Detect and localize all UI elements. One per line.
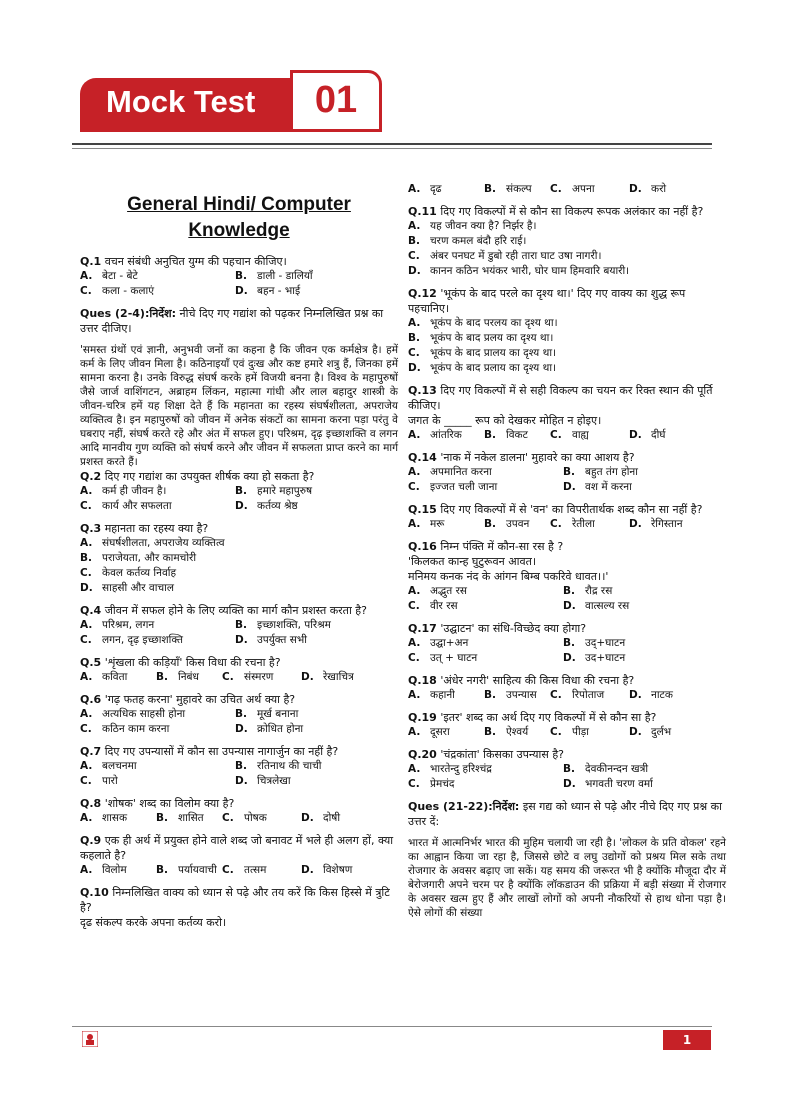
option-letter: B.: [484, 429, 496, 441]
option-letter: A.: [408, 317, 421, 329]
option-text: भूकंप के बाद प्रालय का दृश्य था।: [430, 347, 557, 359]
directions-2-4: [80, 306, 398, 336]
header-rule-thin: [72, 148, 712, 149]
test-number-box: [290, 70, 382, 132]
option-text: रौद्र रस: [585, 585, 613, 597]
option-letter: B.: [484, 726, 496, 738]
option-letter: D.: [301, 812, 314, 824]
option-letter: D.: [629, 726, 642, 738]
option-text: लगन, दृढ़ इच्छाशक्ति: [102, 634, 183, 646]
option-letter: C.: [408, 600, 420, 612]
question-4: [80, 603, 398, 648]
option-text: अपमानित करना: [430, 466, 492, 478]
option-letter: D.: [235, 500, 248, 512]
option-text: वाह्य: [572, 429, 589, 441]
option-text: आंतरिक: [430, 429, 462, 441]
option-text: चित्रलेखा: [257, 775, 291, 787]
directions-text: नीचे दिए गए गद्यांश को पढ़कर निम्नलिखित प्रश्न का उत्तर दीजिए।: [80, 307, 384, 335]
question-number: Q.10: [80, 886, 109, 899]
question-number: Q.18: [408, 674, 437, 687]
option-letter: D.: [235, 775, 248, 787]
option-letter: B.: [235, 708, 247, 720]
question-2: [80, 469, 398, 514]
option-letter: D.: [80, 582, 93, 594]
option-text: उपर्युक्त सभी: [257, 634, 307, 646]
option-text: दुर्लभ: [651, 726, 672, 738]
option-text: चरण कमल बंदौ हरि राई।: [430, 235, 527, 247]
question-number: Q.20: [408, 748, 437, 761]
question-text: एक ही अर्थ में प्रयुक्त होने वाले शब्द जो बनावट में भले ही अलग हों, क्या कहलाते है?: [80, 834, 394, 862]
option-letter: C.: [408, 250, 420, 262]
question-9: [80, 833, 398, 878]
option-letter: A.: [408, 220, 421, 232]
option-letter: B.: [408, 235, 420, 247]
question-number: Q.9: [80, 834, 102, 847]
option-text: उद्+घाटन: [585, 637, 626, 649]
question-text: वचन संबंधी अनुचित युग्म की पहचान कीजिए।: [104, 255, 287, 268]
option-text: क्रोधित होना: [257, 723, 304, 735]
directions-label: Ques (2-4):निर्देश:: [80, 307, 177, 320]
option-text: रेखाचित्र: [323, 671, 354, 683]
option-text: केवल कर्तव्य निर्वाह: [102, 567, 177, 579]
question-number: Q.5: [80, 656, 102, 669]
option-text: करो: [651, 183, 667, 195]
option-letter: D.: [301, 864, 314, 876]
option-letter: B.: [80, 552, 92, 564]
passage-1: 'समस्त ग्रंथों एवं ज्ञानी, अनुभवी जनों का कहना है कि जीवन एक कर्मक्षेत्र है। हमें कर्म के लिए जीवन मिला है। कठिनाइयाँ एवं दुःख और कष्ट हमारे शत्रु हैं, जिनका हमें सामना करना है। उनके विरुद्ध संघर्ष करके हमें विजयी बनना है। विश्व के महापुरुषों जैसे जार्ज वाशिंगटन, अब्राहम लिंकन, महात्मा गांधी और लाल बहादुर शास्त्री के जीवन-चरित्र हमें यह शिक्षा देते हैं कि महानता का रहस्य संघर्षशीलता, अपराजेय व्यक्तित्व है। इन महापुरुषों को जीवन में अनेक संकटों का सामना करना पड़ा परंतु वे घबराए नहीं, संघर्ष करते रहे और अंत में सफल हुए। परिश्रम, दृढ़ इच्छाशक्ति व लगन आदि मानवीय गुण व्यक्ति को संघर्ष करने और जीवन में सफलता प्राप्त करने का मार्ग प्रशस्त करते हैं।: [80, 344, 398, 468]
option-text: नाटक: [651, 689, 673, 701]
option-letter: B.: [408, 332, 420, 344]
question-number: Q.16: [408, 540, 437, 553]
page-number: 1: [663, 1030, 711, 1050]
option-text: देवकीनन्दन खत्री: [585, 763, 649, 775]
option-text: शासक: [102, 812, 128, 824]
option-text: यह जीवन क्या है? निर्झर है।: [430, 220, 537, 232]
question-1: [80, 254, 398, 299]
option-text: भूकंप के बाद परलय का दृश्य था।: [430, 317, 558, 329]
option-letter: C.: [222, 812, 234, 824]
option-letter: B.: [484, 183, 496, 195]
option-letter: A.: [80, 270, 93, 282]
option-letter: C.: [408, 652, 420, 664]
option-text: अत्यधिक साहसी होना: [102, 708, 186, 720]
option-text: कर्तव्य श्रेष्ठ: [257, 500, 298, 512]
option-letter: A.: [80, 812, 93, 824]
option-text: संकल्प: [506, 183, 532, 195]
question-number: Q.15: [408, 503, 437, 516]
option-text: रिपोताज: [572, 689, 605, 701]
question-3: [80, 521, 398, 596]
option-text: पराजेयता, और कामचोरी: [102, 552, 197, 564]
option-letter: D.: [629, 689, 642, 701]
option-text: बेटा - बेटे: [102, 270, 138, 282]
directions-text: इस गद्य को ध्यान से पढ़े और नीचे दिए गए प्रश्न का उत्तर दें:: [408, 800, 722, 828]
option-text: विशेषण: [323, 864, 353, 876]
option-letter: D.: [629, 518, 642, 530]
option-text: दूसरा: [430, 726, 450, 738]
option-letter: A.: [408, 689, 421, 701]
option-letter: D.: [301, 671, 314, 683]
option-letter: A.: [80, 864, 93, 876]
option-text: डाली - डालियाँ: [257, 270, 313, 282]
option-letter: C.: [408, 481, 420, 493]
question-text: 'गढ़ फतह करना' मुहावरे का उचित अर्थ क्या है?: [104, 693, 296, 706]
test-number: 01: [314, 79, 358, 121]
option-text: ऐश्वर्य: [506, 726, 529, 738]
option-text: संघर्षशीलता, अपराजेय व्यक्तित्व: [102, 537, 225, 549]
question-7: [80, 744, 398, 789]
option-text: साहसी और वाचाल: [102, 582, 174, 594]
option-letter: C.: [80, 634, 92, 646]
option-letter: B.: [563, 763, 575, 775]
option-text: कला - कलाएं: [102, 285, 155, 297]
option-letter: B.: [563, 585, 575, 597]
option-letter: D.: [563, 652, 576, 664]
option-letter: A.: [80, 537, 93, 549]
option-letter: C.: [550, 429, 562, 441]
option-letter: B.: [156, 671, 168, 683]
option-letter: D.: [629, 183, 642, 195]
option-text: अद्भुत रस: [430, 585, 468, 597]
option-text: मूर्ख बनाना: [257, 708, 299, 720]
option-letter: A.: [80, 619, 93, 631]
question-number: Q.8: [80, 797, 102, 810]
option-text: प्रेमचंद: [430, 778, 455, 790]
option-letter: A.: [80, 708, 93, 720]
option-text: कार्य और सफलता: [102, 500, 172, 512]
passage-2: भारत में आत्मनिर्भर भारत की मुहिम चलायी जा रही है। 'लोकल के प्रति वोकल' रहने का आह्वान किया जा रहा है, जिससे छोटे व लघु उद्योगों को प्रश्रय मिल सके तथा रोजगार के अवसर बढ़ाए जा सकें। यह समय की जरूरत भी है क्योंकि मौजूदा दौर में बेरोजगारी अपने चरम पर है क्योंकि लॉकडाउन की प्रक्रिया में बड़ी संख्या में रोजगार के अवसर खत्म हुए हैं और लाखों लोगों को अपनी नौकरियों से हाथ धोना पड़ा है। ऐसे लोगों की संख्या: [408, 837, 726, 919]
option-text: दोषी: [323, 812, 341, 824]
question-text: दिए गए गद्यांश का उपयुक्त शीर्षक क्या हो सकता है?: [104, 470, 315, 483]
option-text: इच्छाशक्ति, परिश्रम: [257, 619, 331, 631]
option-letter: B.: [484, 689, 496, 701]
option-text: रेगिस्तान: [651, 518, 683, 530]
question-text: महानता का रहस्य क्या है?: [104, 522, 209, 535]
option-text: उद्घा+अन: [430, 637, 469, 649]
question-text: 'अंधेर नगरी' साहित्य की किस विधा की रचना है?: [440, 674, 635, 687]
option-letter: B.: [156, 812, 168, 824]
option-letter: A.: [80, 671, 93, 683]
option-letter: D.: [563, 481, 576, 493]
option-letter: A.: [408, 585, 421, 597]
option-text: उपवन: [506, 518, 530, 530]
question-text: दिए गए विकल्पों में से सही विकल्प का चयन कर रिक्त स्थान की पूर्ति कीजिए।: [408, 384, 713, 412]
option-text: इज्जत चली जाना: [430, 481, 498, 493]
question-20: [408, 747, 726, 792]
option-text: कहानी: [430, 689, 455, 701]
question-text: 'शृंखला की कड़ियाँ' किस विधा की रचना है?: [104, 656, 281, 669]
question-number: Q.3: [80, 522, 102, 535]
question-19: [408, 710, 726, 740]
option-text: परिश्रम, लगन: [102, 619, 155, 631]
question-12: [408, 286, 726, 376]
option-text: विलोम: [102, 864, 127, 876]
option-letter: A.: [408, 763, 421, 775]
question-text: जीवन में सफल होने के लिए व्यक्ति का मार्ग कौन प्रशस्त करता है?: [104, 604, 367, 617]
question-number: Q.14: [408, 451, 437, 464]
question-text: 'भूकंप के बाद परले का दृश्य था।' दिए गए वाक्य का शुद्ध रूप पहचानिए।: [408, 287, 686, 315]
mock-test-banner: [80, 70, 386, 132]
option-letter: C.: [80, 500, 92, 512]
option-letter: C.: [550, 726, 562, 738]
option-text: हमारे महापुरुष: [257, 485, 313, 497]
option-text: पीड़ा: [572, 726, 590, 738]
heading-line-2: Knowledge: [188, 220, 290, 241]
option-letter: B.: [156, 864, 168, 876]
option-text: पारो: [102, 775, 118, 787]
option-text: उत् + घाटन: [430, 652, 478, 664]
question-8: [80, 796, 398, 826]
directions-label: Ques (21-22):निर्देश:: [408, 800, 520, 813]
question-5: [80, 655, 398, 685]
option-text: कठिन काम करना: [102, 723, 170, 735]
option-letter: B.: [484, 518, 496, 530]
option-letter: A.: [408, 637, 421, 649]
option-letter: C.: [550, 689, 562, 701]
option-text: तत्सम: [244, 864, 267, 876]
option-text: मरू: [430, 518, 445, 530]
option-letter: D.: [408, 362, 421, 374]
option-letter: A.: [408, 518, 421, 530]
option-text: बलचनमा: [102, 760, 137, 772]
banner-title: Mock Test: [106, 84, 256, 119]
option-text: भारतेन्दु हरिश्चंद्र: [430, 763, 492, 775]
option-letter: D.: [408, 265, 421, 277]
footer-rule: [72, 1026, 712, 1027]
question-number: Q.13: [408, 384, 437, 397]
option-letter: D.: [563, 778, 576, 790]
option-letter: B.: [235, 619, 247, 631]
option-letter: C.: [80, 285, 92, 297]
section-heading: [80, 192, 398, 244]
option-letter: C.: [222, 671, 234, 683]
option-letter: B.: [563, 466, 575, 478]
option-letter: C.: [80, 775, 92, 787]
question-text: 'चंद्रकांता' किसका उपन्यास है?: [440, 748, 565, 761]
option-text: विकट: [506, 429, 528, 441]
header-rule: [72, 143, 712, 145]
option-letter: C.: [80, 567, 92, 579]
option-letter: A.: [80, 485, 93, 497]
question-text: दिए गए विकल्पों में से कौन सा विकल्प रूपक अलंकार का नहीं है?: [440, 205, 704, 218]
option-letter: D.: [235, 285, 248, 297]
option-letter: B.: [235, 270, 247, 282]
option-letter: D.: [629, 429, 642, 441]
question-text: निम्न पंक्ति में कौन-सा रस है ?: [440, 540, 564, 553]
option-text: अपना: [572, 183, 595, 195]
option-text: भूकंप के बाद प्रलाय का दृश्य था।: [430, 362, 557, 374]
option-text: वीर रस: [430, 600, 458, 612]
option-text: रेतीला: [572, 518, 595, 530]
option-letter: D.: [235, 723, 248, 735]
option-letter: A.: [408, 183, 421, 195]
option-text: दृढ: [430, 183, 442, 195]
left-column: [80, 192, 398, 937]
question-text: 'उद्घाटन' का संधि-विच्छेद क्या होगा?: [440, 622, 587, 635]
option-text: निबंध: [178, 671, 199, 683]
question-18: [408, 673, 726, 703]
option-text: पोषक: [244, 812, 267, 824]
question-text: दिए गए उपन्यासों में कौन सा उपन्यास नागार्जुन का नहीं है?: [104, 745, 339, 758]
option-text: कर्म ही जीवन है।: [102, 485, 167, 497]
directions-21-22: [408, 799, 726, 829]
option-letter: A.: [80, 760, 93, 772]
question-number: Q.4: [80, 604, 102, 617]
right-column: [408, 182, 726, 920]
question-number: Q.7: [80, 745, 102, 758]
option-letter: A.: [408, 429, 421, 441]
option-text: वात्सल्य रस: [585, 600, 630, 612]
option-text: पर्यायवाची: [178, 864, 217, 876]
option-text: अंबर पनघट में डुबो रही तारा घाट उषा नागरी।: [430, 250, 602, 262]
question-text: दिए गए विकल्पों में से 'वन' का विपरीतार्थक शब्द कौन सा नहीं है?: [440, 503, 703, 516]
question-15: [408, 502, 726, 532]
option-text: दीर्घ: [651, 429, 666, 441]
heading-line-1: General Hindi/ Computer: [127, 194, 351, 215]
option-letter: D.: [235, 634, 248, 646]
verse-line-2: मनिमय कनक नंद के आंगन बिम्ब पकरिवे धावत।।': [408, 570, 609, 583]
question-number: Q.17: [408, 622, 437, 635]
option-text: कविता: [102, 671, 128, 683]
question-sentence: दृढ संकल्प करके अपना कर्तव्य करो।: [80, 916, 227, 929]
option-text: भगवती चरण वर्मा: [585, 778, 653, 790]
question-6: [80, 692, 398, 737]
option-text: उद+घाटन: [585, 652, 626, 664]
option-letter: C.: [408, 778, 420, 790]
option-letter: C.: [550, 183, 562, 195]
option-letter: C.: [222, 864, 234, 876]
question-17: [408, 621, 726, 666]
option-text: कानन कठिन भयंकर भारी, घोर घाम हिमवारि बयारी।: [430, 265, 630, 277]
option-text: संस्मरण: [244, 671, 274, 683]
question-10-options: [408, 182, 726, 197]
question-sentence: जगत के _____ रूप को देखकर मोहित न होइए।: [408, 414, 602, 427]
option-letter: D.: [563, 600, 576, 612]
option-letter: B.: [235, 760, 247, 772]
question-16: [408, 539, 726, 614]
option-text: रतिनाथ की चाची: [257, 760, 322, 772]
question-11: [408, 204, 726, 279]
question-text: निम्नलिखित वाक्य को ध्यान से पढ़े और तय करें कि किस हिस्से में त्रुटि है?: [80, 886, 390, 914]
option-letter: B.: [235, 485, 247, 497]
question-number: Q.6: [80, 693, 102, 706]
question-text: 'इतर' शब्द का अर्थ दिए गए विकल्पों में से कौन सा है?: [440, 711, 657, 724]
option-letter: B.: [563, 637, 575, 649]
option-letter: C.: [80, 723, 92, 735]
option-text: भूकंप के बाद प्रलय का दृश्य था।: [430, 332, 554, 344]
question-number: Q.19: [408, 711, 437, 724]
publisher-logo-icon: [82, 1031, 98, 1047]
option-text: शासित: [178, 812, 204, 824]
question-number: Q.12: [408, 287, 437, 300]
question-13: [408, 383, 726, 443]
question-number: Q.2: [80, 470, 102, 483]
option-text: उपन्यास: [506, 689, 537, 701]
option-letter: A.: [408, 466, 421, 478]
question-10: [80, 885, 398, 930]
option-letter: C.: [550, 518, 562, 530]
question-text: 'नाक में नकेल डालना' मुहावरे का क्या आशय है?: [440, 451, 635, 464]
option-text: बहन - भाई: [257, 285, 301, 297]
verse-line-1: 'किलकत कान्ह घुटुरूवन आवत।: [408, 555, 537, 568]
question-number: Q.1: [80, 255, 102, 268]
option-letter: C.: [408, 347, 420, 359]
question-14: [408, 450, 726, 495]
option-letter: A.: [408, 726, 421, 738]
question-text: 'शोषक' शब्द का विलोम क्या है?: [104, 797, 235, 810]
option-text: वश में करना: [585, 481, 632, 493]
option-text: बहुत तंग होना: [585, 466, 638, 478]
question-number: Q.11: [408, 205, 437, 218]
